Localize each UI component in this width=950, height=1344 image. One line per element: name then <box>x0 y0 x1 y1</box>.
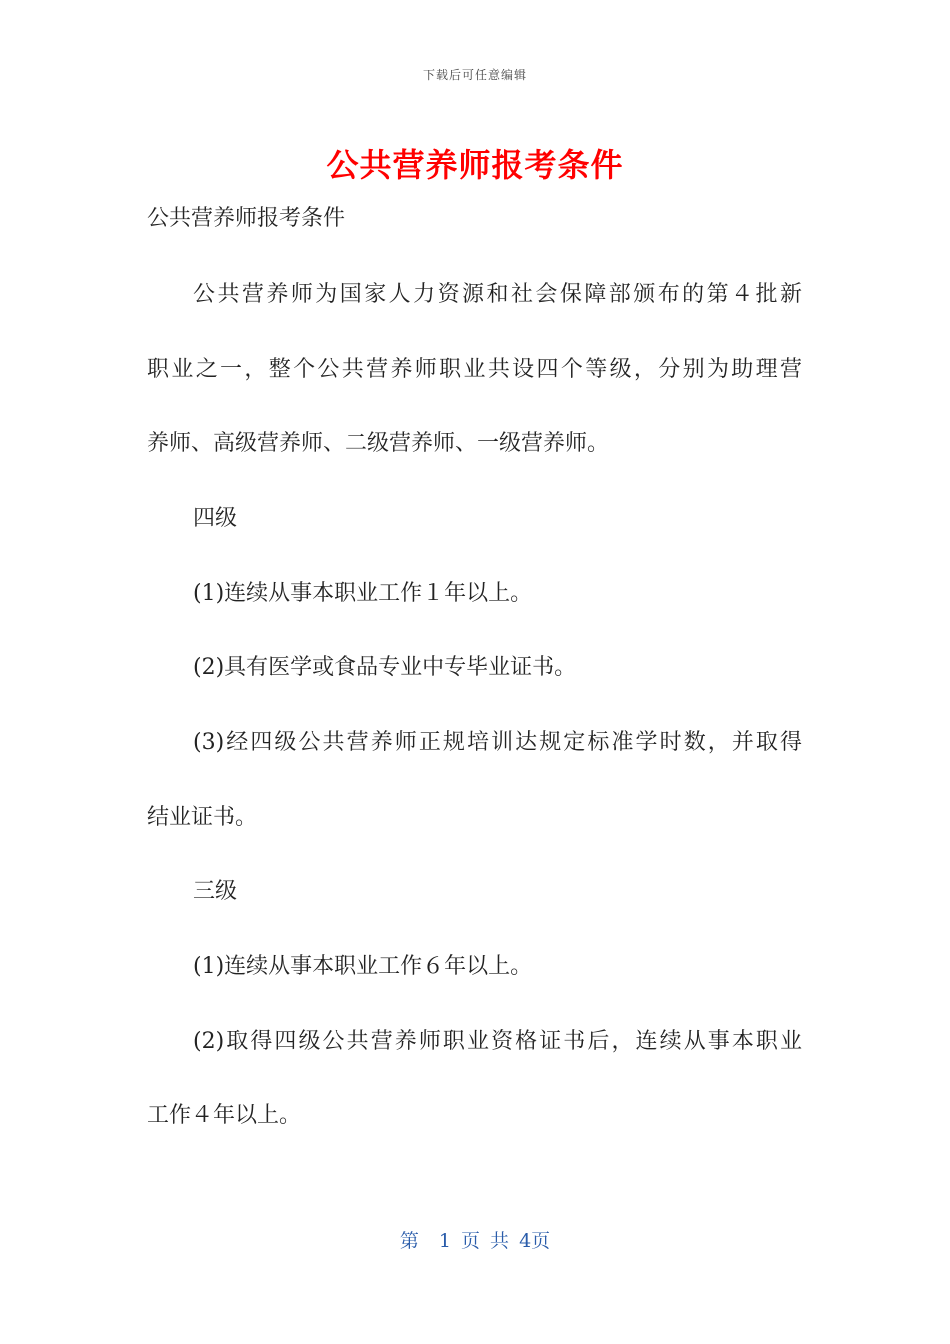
paragraph-line: 养师、高级营养师、二级营养师、一级营养师。 <box>147 431 610 456</box>
list-item: (3)经四级公共营养师正规培训达规定标准学时数，并取得 <box>193 730 802 755</box>
paragraph-line: 职业之一，整个公共营养师职业共设四个等级，分别为助理营 <box>147 357 802 382</box>
section-heading: 三级 <box>193 879 238 904</box>
list-item-continuation: 结业证书。 <box>147 805 258 830</box>
subtitle: 公共营养师报考条件 <box>147 206 346 231</box>
list-item: (1)连续从事本职业工作１年以上。 <box>193 581 533 606</box>
list-item: (2)取得四级公共营养师职业资格证书后，连续从事本职业 <box>193 1029 802 1054</box>
list-item-continuation: 工作４年以上。 <box>147 1103 302 1128</box>
document-title: 公共营养师报考条件 <box>326 146 624 184</box>
header-note: 下载后可任意编辑 <box>422 68 527 82</box>
list-item: (1)连续从事本职业工作６年以上。 <box>193 954 533 979</box>
list-item: (2)具有医学或食品专业中专毕业证书。 <box>193 655 577 680</box>
page-number-footer: 第 1 页 共 4页 <box>399 1230 551 1252</box>
paragraph-line: 公共营养师为国家人力资源和社会保障部颁布的第４批新 <box>193 282 802 307</box>
section-heading: 四级 <box>193 506 238 531</box>
